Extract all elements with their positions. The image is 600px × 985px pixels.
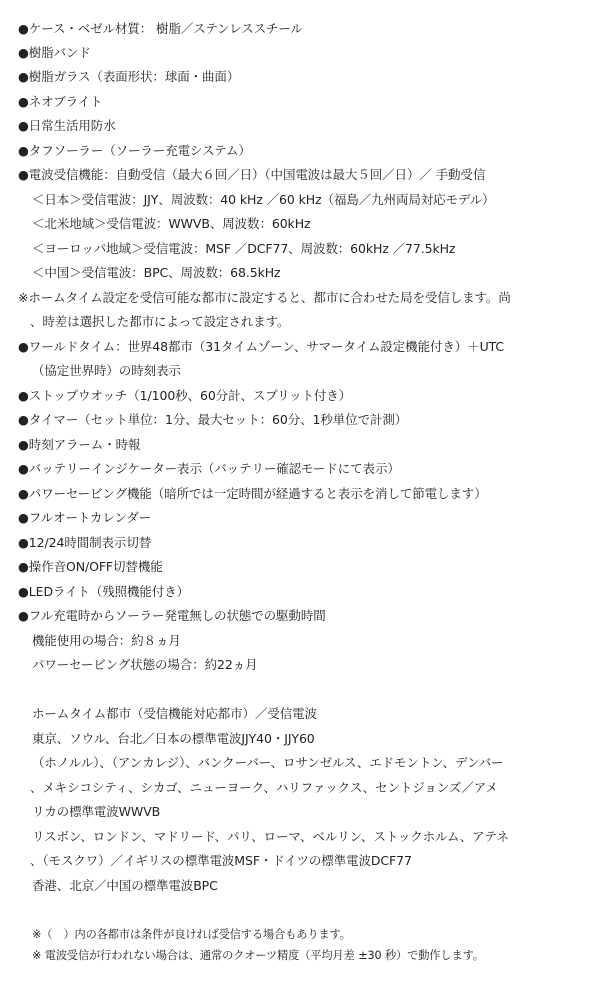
home-city-europe-cont: 、（モスクワ）／イギリスの標準電波MSF・ドイツの標準電波DCF77: [30, 853, 412, 868]
spec-line-operating-time: ●フル充電時からソーラー発電無しの状態での駆動時間: [18, 608, 326, 623]
spec-line-world-time-cont: （協定世界時）の時刻表示: [32, 363, 181, 378]
spec-line-tough-solar: ●タフソーラー（ソーラー充電システム）: [18, 143, 251, 158]
spec-line-12-24-format: ●12/24時間制表示切替: [18, 535, 152, 550]
spec-line-stopwatch: ●ストップウオッチ（1/100秒、60分計、スプリット付き）: [18, 388, 352, 403]
spec-line-alarm: ●時刻アラーム・時報: [18, 437, 141, 452]
spec-line-operating-time-normal: 機能使用の場合：約８ヵ月: [32, 633, 181, 648]
spec-line-led-light: ●LEDライト（残照機能付き）: [18, 584, 190, 599]
spec-line-neobrite: ●ネオブライト: [18, 94, 103, 109]
spec-line-battery-indicator: ●バッテリーインジケーター表示（バッテリー確認モードにて表示）: [18, 461, 400, 476]
spec-line-timer: ●タイマー（セット単位：1分、最大セット：60分、1秒単位で計測）: [18, 412, 408, 427]
home-city-america-cont: 、メキシコシティ、シカゴ、ニューヨーク、ハリファックス、セントジョンズ／アメ: [30, 780, 498, 795]
spec-line-europe-signal: ＜ヨーロッパ地域＞受信電波：MSF ／DCF77、周波数：60kHz ／77.5kHz: [32, 241, 456, 256]
spec-note-home-time: ※ホームタイム設定を受信可能な都市に設定すると、都市に合わせた局を受信します。尚: [18, 290, 511, 305]
footnote-quartz-accuracy: ※ 電波受信が行われない場合は、通常のクオーツ精度（平均月差 ±30 秒）で動作します。: [32, 949, 484, 962]
spec-line-world-time: ●ワールドタイム：世界48都市（31タイムゾーン、サマータイム設定機能付き）＋UTC: [18, 339, 505, 354]
spec-line-operating-time-power-saving: パワーセービング状態の場合：約22ヵ月: [32, 657, 258, 672]
home-city-america: （ホノルル）、（アンカレジ）、バンクーバー、ロサンゼルス、エドモントン、デンバー: [32, 755, 504, 770]
spec-line-north-america-signal: ＜北米地域＞受信電波：WWVB、周波数：60kHz: [32, 216, 311, 231]
spec-line-glass: ●樹脂ガラス（表面形状：球面・曲面）: [18, 69, 240, 84]
spec-line-radio-reception: ●電波受信機能：自動受信（最大６回／日）（中国電波は最大５回／日）／ 手動受信: [18, 167, 486, 182]
spec-line-case-material: ●ケース・ベゼル材質： 樹脂／ステンレススチール: [18, 21, 303, 36]
spec-line-band: ●樹脂バンド: [18, 45, 91, 60]
spec-line-china-signal: ＜中国＞受信電波：BPC、周波数：68.5kHz: [32, 265, 281, 280]
spec-line-water-resist: ●日常生活用防水: [18, 118, 116, 133]
footnote-reception-conditions: ※（ ）内の各都市は条件が良ければ受信する場合もあります。: [32, 928, 351, 941]
spec-line-power-saving: ●パワーセービング機能（暗所では一定時間が経過すると表示を消して節電します）: [18, 486, 487, 501]
spec-line-calendar: ●フルオートカレンダー: [18, 510, 152, 525]
home-city-america-cont2: リカの標準電波WWVB: [32, 804, 161, 819]
home-city-china: 香港、北京／中国の標準電波BPC: [32, 878, 218, 893]
home-city-europe: リスボン、ロンドン、マドリード、パリ、ローマ、ベルリン、ストックホルム、アテネ: [32, 829, 509, 844]
home-city-japan: 東京、ソウル、台北／日本の標準電波JJY40・JJY60: [32, 731, 315, 746]
spec-line-button-tone: ●操作音ON/OFF切替機能: [18, 559, 163, 574]
home-city-heading: ホームタイム都市（受信機能対応都市）／受信電波: [32, 706, 317, 721]
spec-note-home-time-cont: 、時差は選択した都市によって設定されます。: [30, 314, 290, 329]
spec-line-japan-signal: ＜日本＞受信電波：JJY、周波数：40 kHz ／60 kHz（福島／九州両局対応モデル）: [32, 192, 495, 207]
